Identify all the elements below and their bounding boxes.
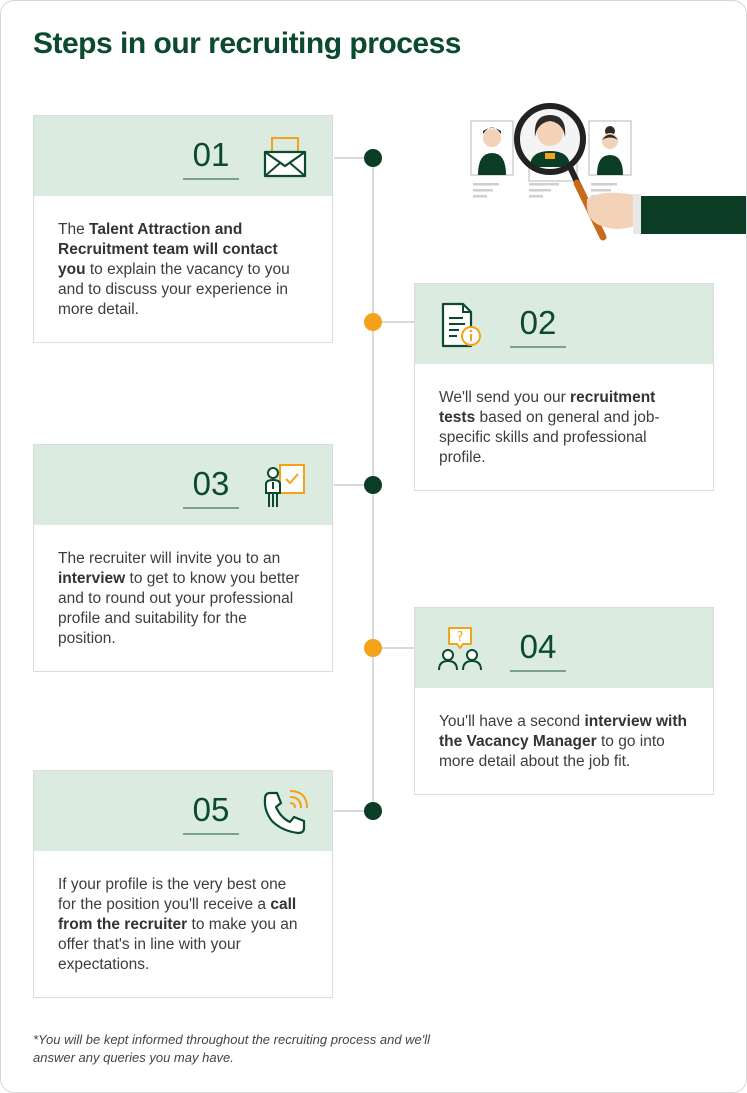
step-number: 05	[183, 791, 239, 835]
step-text: to explain the vacancy to you and to discuss your experience in more detail.	[58, 261, 290, 318]
step-text: based on general and job-specific skills and professional profile.	[439, 409, 660, 466]
step-highlight-text: recruitment tests	[439, 389, 656, 426]
step-card-header	[34, 771, 332, 851]
step-highlight-text: interview	[58, 570, 126, 587]
page-title: Steps in our recruiting process	[33, 27, 461, 60]
step-description	[34, 525, 332, 649]
step-card-3	[33, 444, 333, 672]
people-question-icon	[437, 626, 483, 672]
person-checklist-icon	[262, 463, 308, 509]
document-info-icon	[437, 302, 483, 348]
step-card-1	[33, 115, 333, 343]
step-text: The recruiter will invite you to an	[58, 550, 281, 567]
step-text: to make you an offer that's in line with your expectations.	[58, 916, 298, 973]
step-highlight-text: call from the recruiter	[58, 896, 297, 933]
step-card-header	[34, 116, 332, 196]
step-text: to get to know you better and to round out your professional profile and suitability for the position.	[58, 570, 300, 647]
step-text: You'll have a second	[439, 713, 585, 730]
step-text: We'll send you our	[439, 389, 571, 406]
timeline-dot-step-1	[364, 149, 382, 167]
timeline-dot-step-4	[364, 639, 382, 657]
step-description	[415, 364, 713, 468]
step-card-2	[414, 283, 714, 491]
step-description	[34, 196, 332, 320]
step-description	[415, 688, 713, 772]
step-number: 04	[510, 628, 566, 672]
step-text: to go into more detail about the job fit.	[439, 733, 665, 770]
step-number: 01	[183, 136, 239, 180]
timeline-dot-step-3	[364, 476, 382, 494]
svg-text:?: ?	[456, 630, 464, 645]
step-highlight-text: Talent Attraction and Recruitment team will contact you	[58, 221, 278, 278]
step-text: The	[58, 221, 90, 238]
step-card-header	[34, 445, 332, 525]
candidate-search-illustration	[467, 101, 747, 246]
step-card-header	[415, 608, 713, 688]
step-card-4	[414, 607, 714, 795]
step-highlight-text: interview with the Vacancy Manager	[439, 713, 687, 750]
timeline-dot-step-5	[364, 802, 382, 820]
step-description	[34, 851, 332, 975]
step-number: 02	[510, 304, 566, 348]
step-number: 03	[183, 465, 239, 509]
step-card-5	[33, 770, 333, 998]
footnote: *You will be kept informed throughout the recruiting process and we'll answer any queries you may have.	[33, 1032, 431, 1065]
envelope-icon	[262, 134, 308, 180]
step-text: If your profile is the very best one for the position you'll receive a	[58, 876, 287, 913]
timeline-dot-step-2	[364, 313, 382, 331]
phone-call-icon	[262, 789, 308, 835]
step-card-header	[415, 284, 713, 364]
